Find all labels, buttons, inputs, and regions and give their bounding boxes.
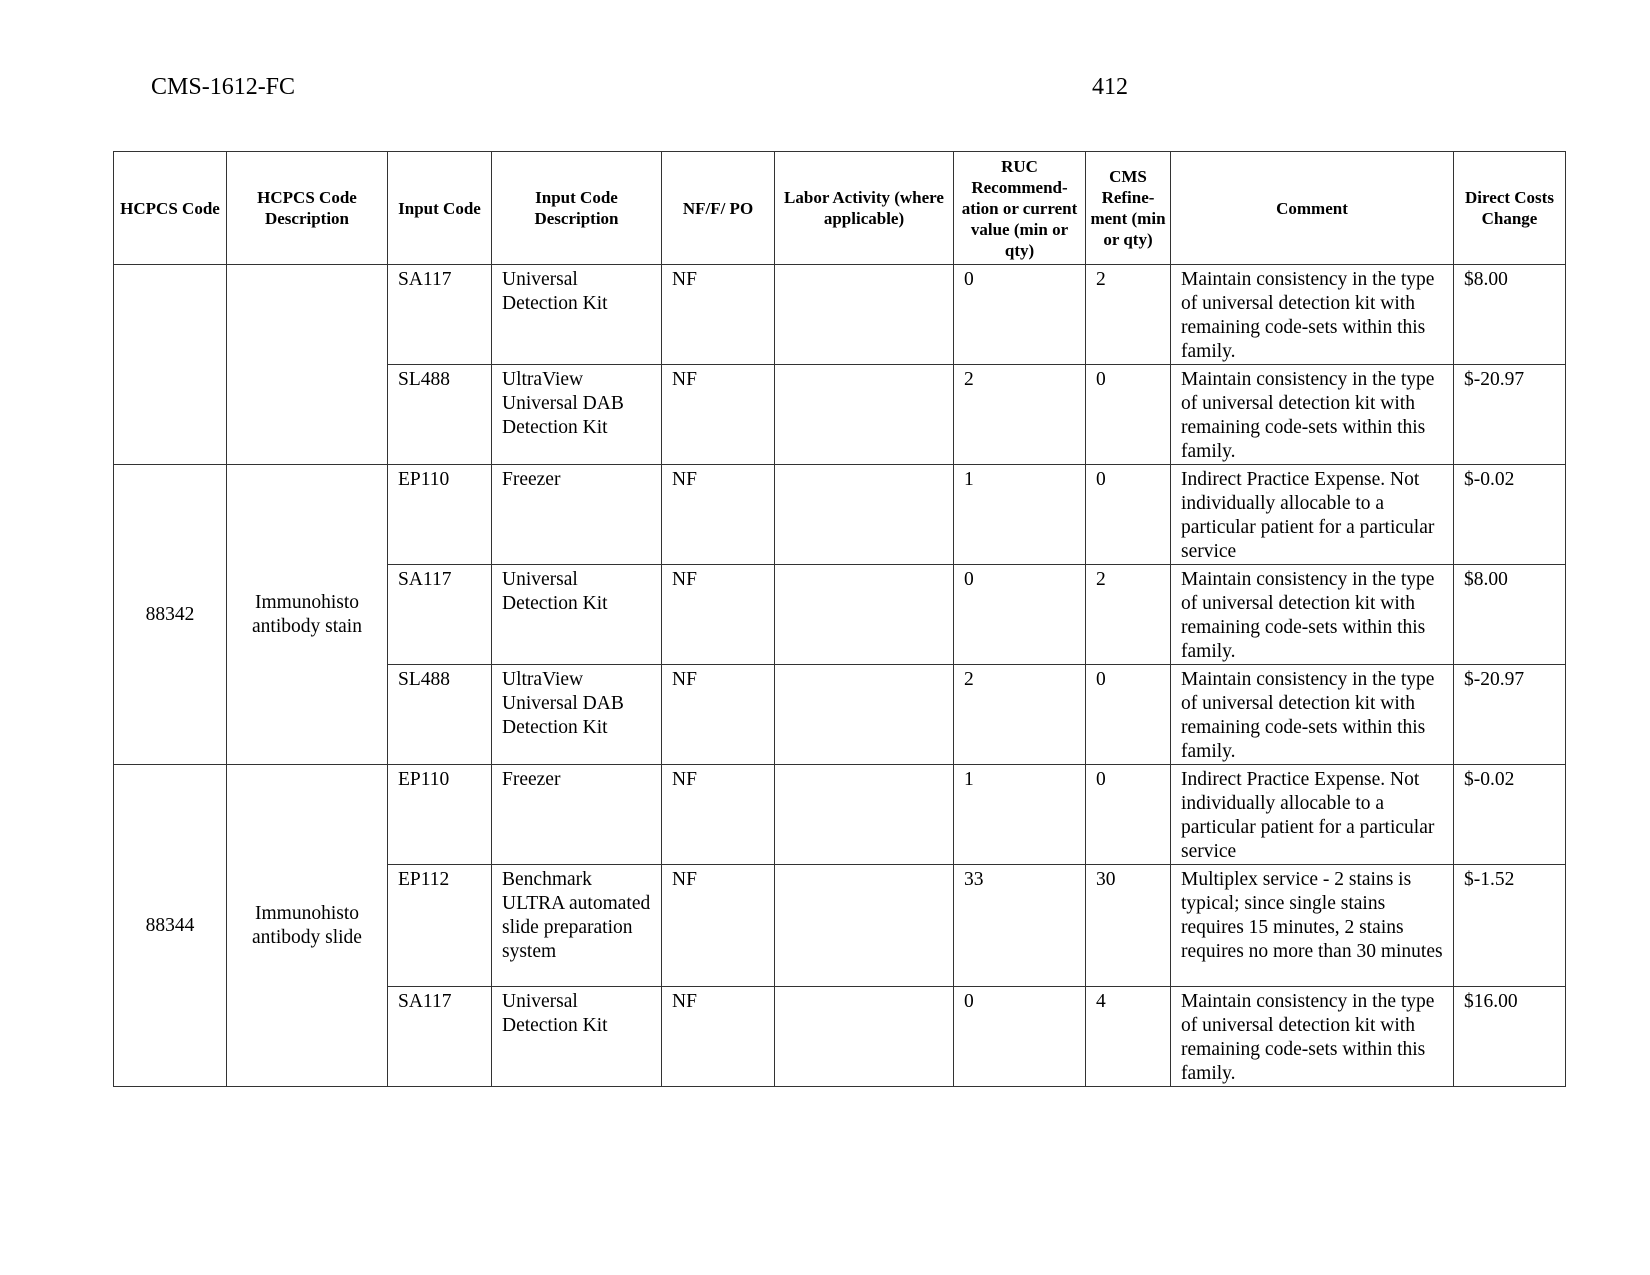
cell-input-description: Universal Detection Kit (492, 565, 662, 665)
col-comment: Comment (1171, 152, 1454, 265)
table-header (114, 152, 1566, 265)
cell-ruc-value: 1 (954, 765, 1086, 865)
cell-input-description: UltraView Universal DAB Detection Kit (492, 365, 662, 465)
header-row (114, 152, 1566, 265)
cell-direct-costs-change: $16.00 (1454, 987, 1566, 1087)
cell-labor-activity (775, 987, 954, 1087)
cell-input-description: Universal Detection Kit (492, 265, 662, 365)
cell-labor-activity (775, 565, 954, 665)
cell-comment: Maintain consistency in the type of universal detection kit with remaining code-sets within this family. (1171, 365, 1454, 465)
cell-comment: Maintain consistency in the type of universal detection kit with remaining code-sets within this family. (1171, 665, 1454, 765)
cell-ruc-value: 2 (954, 665, 1086, 765)
cell-direct-costs-change: $-20.97 (1454, 665, 1566, 765)
cell-labor-activity (775, 265, 954, 365)
table-body (114, 265, 1566, 1087)
cell-hcpcs-description: Immunohisto antibody slide (227, 765, 388, 1087)
col-input-code: Input Code (388, 152, 492, 265)
cell-ruc-value: 0 (954, 565, 1086, 665)
cell-hcpcs-code: 88342 (114, 465, 227, 765)
cell-labor-activity (775, 865, 954, 987)
cell-ruc-value: 0 (954, 987, 1086, 1087)
cell-hcpcs-description: Immunohisto antibody stain (227, 465, 388, 765)
col-direct-costs-change: Direct Costs Change (1454, 152, 1566, 265)
col-hcpcs-description: HCPCS Code Description (227, 152, 388, 265)
cell-input-code: EP112 (388, 865, 492, 987)
cell-hcpcs-code: 88344 (114, 765, 227, 1087)
cell-nf-f-po: NF (662, 265, 775, 365)
col-nf-f-po: NF/F/ PO (662, 152, 775, 265)
col-input-description: Input Code Description (492, 152, 662, 265)
cell-nf-f-po: NF (662, 665, 775, 765)
cell-input-code: SA117 (388, 565, 492, 665)
cell-ruc-value: 1 (954, 465, 1086, 565)
cell-input-code: SL488 (388, 665, 492, 765)
cell-input-description: Universal Detection Kit (492, 987, 662, 1087)
cell-cms-refinement: 0 (1086, 765, 1171, 865)
cell-direct-costs-change: $8.00 (1454, 265, 1566, 365)
pe-refinement-table (113, 151, 1566, 1087)
cell-comment: Multiplex service - 2 stains is typical; since single stains requires 15 minutes, 2 stains requires no more than 30 minutes (1171, 865, 1454, 987)
cell-comment: Indirect Practice Expense. Not individually allocable to a particular patient for a particular service (1171, 765, 1454, 865)
cell-hcpcs-description (227, 265, 388, 465)
table-row (114, 265, 1566, 365)
table-row (114, 465, 1566, 565)
cell-nf-f-po: NF (662, 987, 775, 1087)
cell-labor-activity (775, 765, 954, 865)
col-ruc-recommendation: RUC Recommend-ation or current value (min or qty) (954, 152, 1086, 265)
cell-nf-f-po: NF (662, 865, 775, 987)
cell-ruc-value: 0 (954, 265, 1086, 365)
cell-hcpcs-code (114, 265, 227, 465)
document-id: CMS-1612-FC (151, 74, 296, 100)
cell-direct-costs-change: $-20.97 (1454, 365, 1566, 465)
cell-comment: Maintain consistency in the type of universal detection kit with remaining code-sets within this family. (1171, 987, 1454, 1087)
col-labor-activity: Labor Activity (where applicable) (775, 152, 954, 265)
cell-direct-costs-change: $8.00 (1454, 565, 1566, 665)
cell-cms-refinement: 2 (1086, 265, 1171, 365)
cell-cms-refinement: 4 (1086, 987, 1171, 1087)
cell-nf-f-po: NF (662, 565, 775, 665)
page-number: 412 (1092, 74, 1128, 100)
cell-nf-f-po: NF (662, 465, 775, 565)
cell-comment: Indirect Practice Expense. Not individually allocable to a particular patient for a particular service (1171, 465, 1454, 565)
cell-nf-f-po: NF (662, 765, 775, 865)
cell-cms-refinement: 0 (1086, 665, 1171, 765)
cell-input-code: EP110 (388, 465, 492, 565)
cell-ruc-value: 33 (954, 865, 1086, 987)
cell-cms-refinement: 0 (1086, 465, 1171, 565)
cell-input-description: Freezer (492, 465, 662, 565)
cell-direct-costs-change: $-0.02 (1454, 465, 1566, 565)
col-hcpcs-code: HCPCS Code (114, 152, 227, 265)
cell-direct-costs-change: $-0.02 (1454, 765, 1566, 865)
cell-input-code: SA117 (388, 265, 492, 365)
cell-input-description: Benchmark ULTRA automated slide preparation system (492, 865, 662, 987)
cell-ruc-value: 2 (954, 365, 1086, 465)
col-cms-refinement: CMS Refine-ment (min or qty) (1086, 152, 1171, 265)
cell-cms-refinement: 2 (1086, 565, 1171, 665)
cell-input-description: Freezer (492, 765, 662, 865)
cell-labor-activity (775, 665, 954, 765)
cell-input-code: SA117 (388, 987, 492, 1087)
cell-input-code: EP110 (388, 765, 492, 865)
cell-labor-activity (775, 365, 954, 465)
table-row (114, 765, 1566, 865)
cell-labor-activity (775, 465, 954, 565)
cell-nf-f-po: NF (662, 365, 775, 465)
cell-cms-refinement: 30 (1086, 865, 1171, 987)
cell-comment: Maintain consistency in the type of universal detection kit with remaining code-sets within this family. (1171, 265, 1454, 365)
cell-input-code: SL488 (388, 365, 492, 465)
cell-cms-refinement: 0 (1086, 365, 1171, 465)
cell-input-description: UltraView Universal DAB Detection Kit (492, 665, 662, 765)
cell-direct-costs-change: $-1.52 (1454, 865, 1566, 987)
cell-comment: Maintain consistency in the type of universal detection kit with remaining code-sets within this family. (1171, 565, 1454, 665)
